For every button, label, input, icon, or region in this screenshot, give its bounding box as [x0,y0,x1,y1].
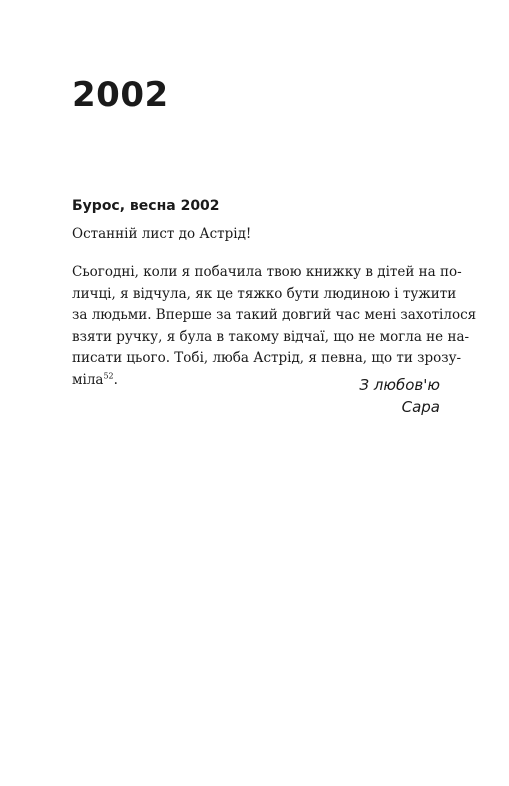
letter-body [72,262,477,391]
letter-body-last-word: міла [72,371,104,388]
letter-body-line: за людьми. Вперше за такий довгий час мені захотілося [72,307,477,323]
signature-closing: З любов'ю [359,376,440,394]
letter-body-line: взяти ручку, я була в такому відчаї, що не могла не на- [72,328,470,345]
signature-name: Сара [401,398,440,416]
letter-body-end-punct: . [113,371,118,388]
chapter-year-title: 2002 [72,75,169,115]
letter-signature [359,374,440,418]
letter-body-line: Сьогодні, коли я побачила твою книжку в дітей на по- [72,264,462,280]
letter-body-line: личці, я відчула, як це тяжко бути людиною і тужити [72,285,457,302]
footnote-marker[interactable]: 52 [103,371,114,380]
letter-greeting: Останній лист до Астрід! [72,226,252,242]
letter-body-line: писати цього. Тобі, люба Астрід, я певна, що ти зрозу- [72,350,462,366]
letter-heading: Бурос, весна 2002 [72,198,220,214]
